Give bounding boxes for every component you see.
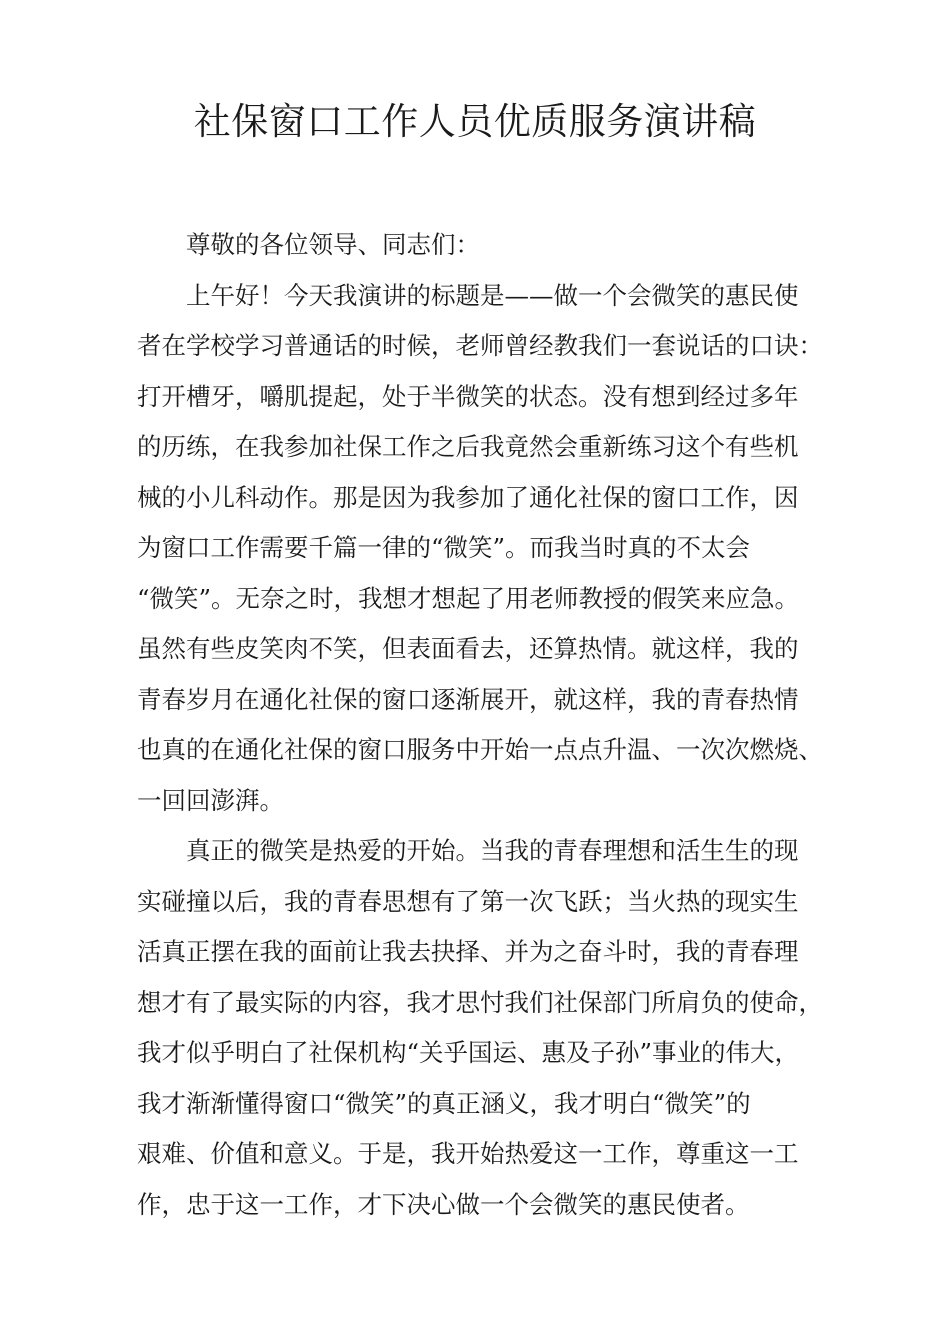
paragraph-1-line: 械的小儿科动作。那是因为我参加了通化社保的窗口工作，因 [137,482,799,512]
paragraph-1 [137,271,837,827]
paragraph-2 [137,826,837,1230]
paragraph-2-line: 作，忠于这一工作，才下决心做一个会微笑的惠民使者。 [137,1189,750,1219]
paragraph-1-line: 青春岁月在通化社保的窗口逐渐展开，就这样，我的青春热情 [137,684,799,714]
paragraph-1-line: 虽然有些皮笑肉不笑，但表面看去，还算热情。就这样，我的 [137,634,799,663]
document-body [137,220,837,1230]
paragraph-2-line: 活真正摆在我的面前让我去抉择、并为之奋斗时，我的青春理 [137,937,799,966]
paragraph-1-line: 的历练，在我参加社保工作之后我竟然会重新练习这个有些机 [137,432,799,461]
paragraph-2-line: 真正的微笑是热爱的开始。当我的青春理想和活生生的现 [186,836,799,865]
salutation: 尊敬的各位领导、同志们： [186,230,480,259]
paragraph-1-line: 为窗口工作需要千篇一律的“微笑”。而我当时真的不太会 [137,533,751,562]
paragraph-2-line: 艰难、价值和意义。于是，我开始热爱这一工作，尊重这一工 [137,1139,799,1168]
paragraph-2-line: 我才渐渐懂得窗口“微笑”的真正涵义，我才明白“微笑”的 [137,1088,751,1118]
paragraph-2-line: 实碰撞以后，我的青春思想有了第一次飞跃；当火热的现实生 [137,886,799,916]
paragraph-1-line: 上午好！今天我演讲的标题是——做一个会微笑的惠民使 [186,280,799,310]
paragraph-1-line: 打开槽牙，嚼肌提起，处于半微笑的状态。没有想到经过多年 [137,381,799,411]
paragraph-1-line: “微笑”。无奈之时，我想才想起了用老师教授的假笑来应急。 [137,583,800,613]
paragraph-2-line: 我才似乎明白了社保机构“关乎国运、惠及子孙”事业的伟大， [137,1038,800,1067]
document-title: 社保窗口工作人员优质服务演讲稿 [193,100,757,143]
paragraph-2-line: 想才有了最实际的内容，我才思忖我们社保部门所肩负的使命， [137,987,823,1017]
paragraph-1-line: 者在学校学习普通话的时候，老师曾经教我们一套说话的口诀： [137,331,823,360]
paragraph-1-line: 也真的在通化社保的窗口服务中开始一点点升温、一次次燃烧、 [137,735,823,764]
paragraph-1-line: 一回回澎湃。 [137,785,284,815]
